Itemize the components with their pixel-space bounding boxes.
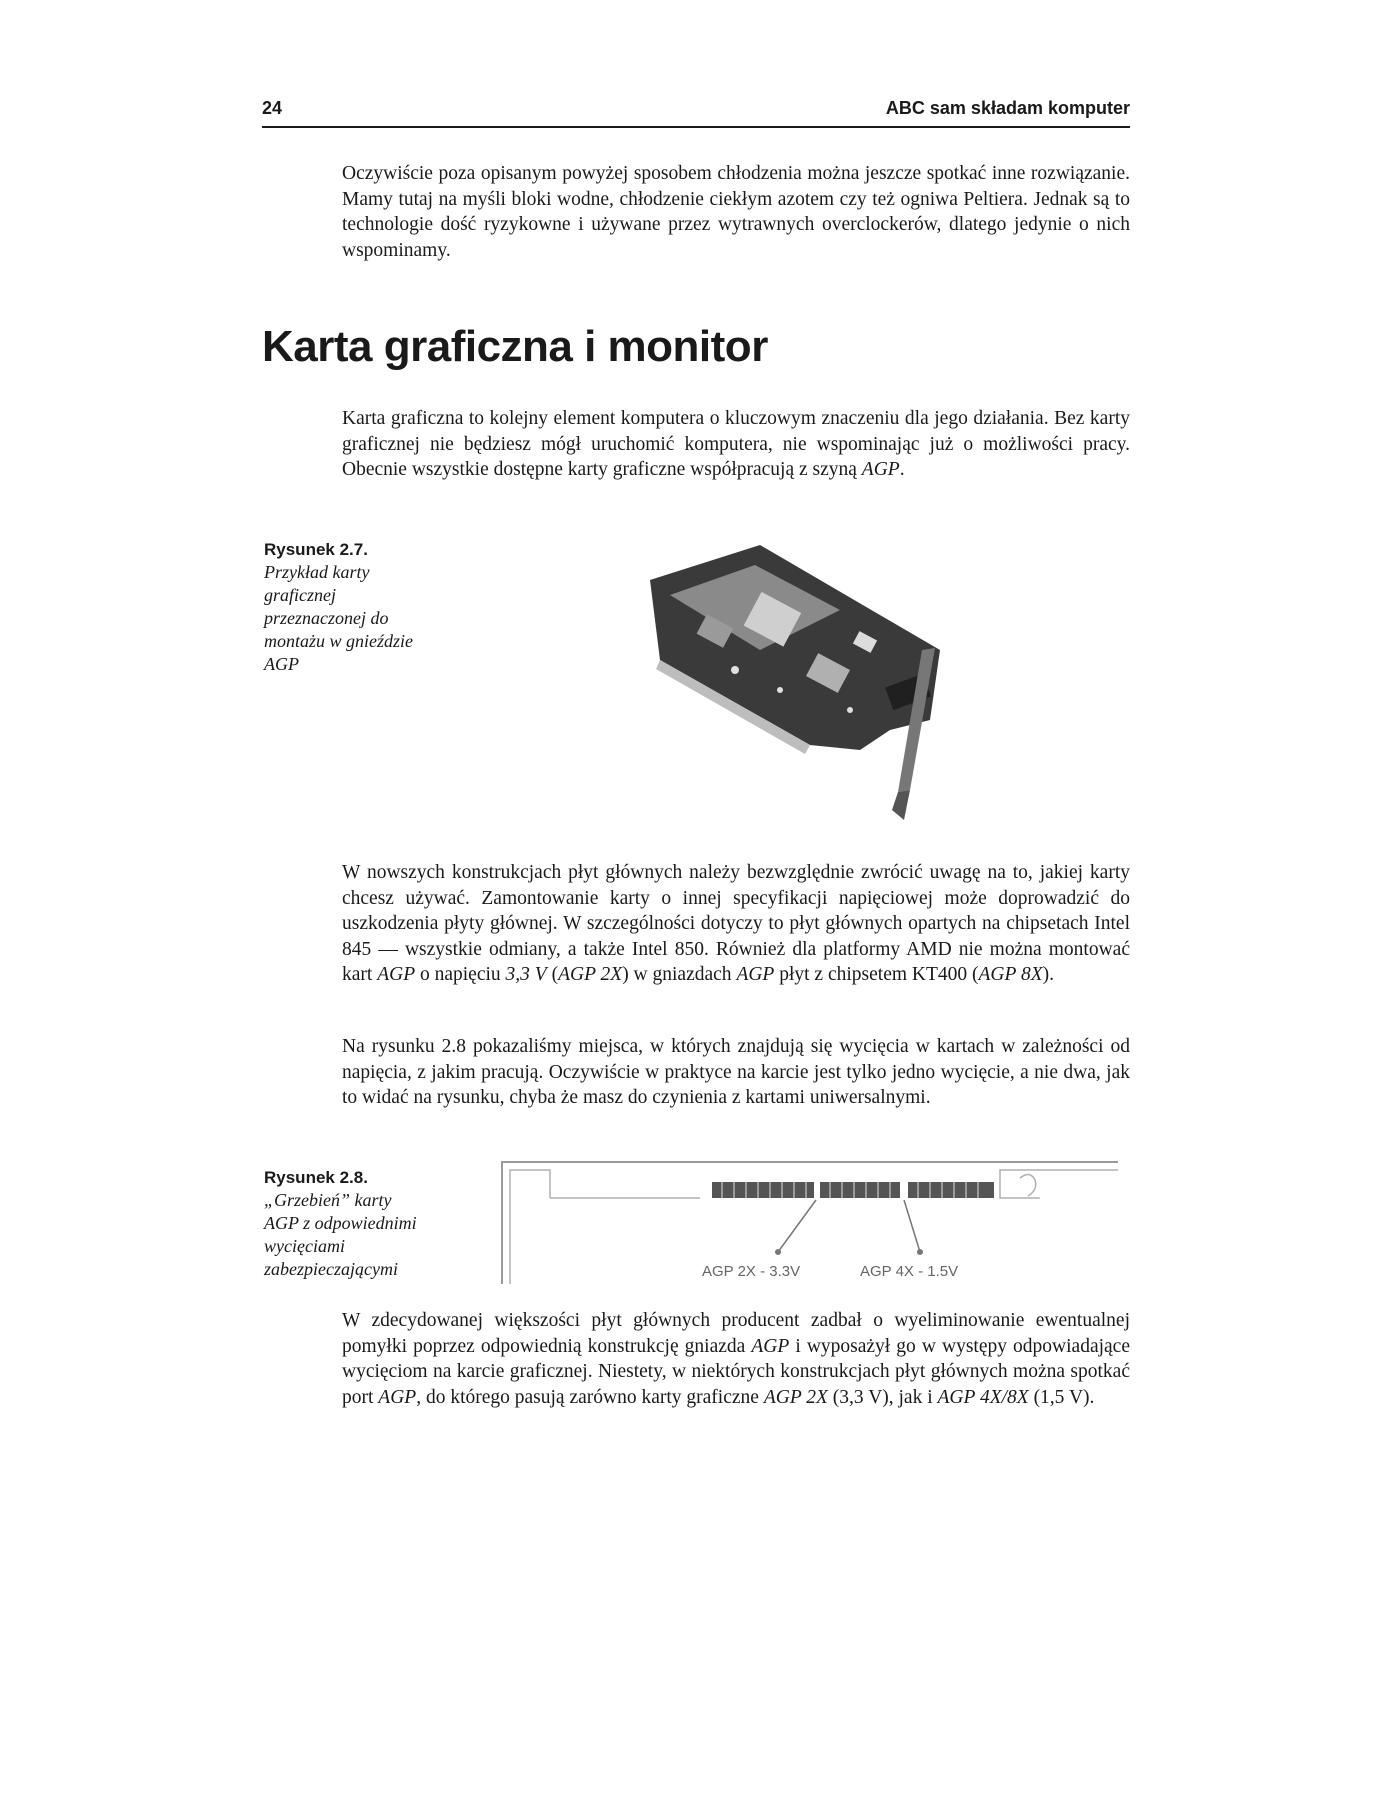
paragraph-cooling: Oczywiście poza opisanym powyżej sposobem chłodzenia można jeszcze spotkać inne rozwiązanie. Mamy tutaj na myśli bloki wodne, chłodzenie ciekłym azotem czy też ogniwa Peltiera. Jednak są to technologie dość ryzykowne i używane przez wytrawnych overclockerów, dlatego jedynie o nich wspominamy. [342, 163, 1130, 261]
page-header [262, 96, 1130, 128]
figure-caption-text: Przykład karty graficznej przeznaczonej do montażu w gnieździe AGP [264, 562, 414, 674]
book-title: ABC sam składam komputer [885, 98, 1130, 118]
agp-4x-label: AGP 4X - 1.5V [860, 1263, 959, 1280]
figure-label: Rysunek 2.7. [264, 540, 368, 559]
figure-caption-text: „Grzebień” karty AGP z odpowiednimi wycięciami zabezpieczającymi [264, 1190, 417, 1279]
agp-2x-label: AGP 2X - 3.3V [702, 1263, 801, 1280]
page-number: 24 [262, 98, 283, 118]
figure-caption-2-7 [264, 538, 424, 676]
graphics-card-image [640, 540, 960, 830]
figure-caption-2-8 [264, 1166, 424, 1281]
section-title: Karta graficzna i monitor [262, 322, 768, 371]
figure-label: Rysunek 2.8. [264, 1168, 368, 1187]
paragraph-voltage: W nowszych konstrukcjach płyt głównych należy bezwzględnie zwrócić uwagę na to, jakiej karty chcesz używać. Zamontowanie karty o innej specyfikacji napięciowej może doprowadzić do uszkodzenia płyty głównej. W szczególności dotyczy to płyt głównych opartych na chipsetach Intel 845 — wszystkie odmiany, a także Intel 850. Również dla platformy AMD nie można montować kart AGP o napięciu 3,3 V (AGP 2X) w gniazdach AGP płyt z chipsetem KT400 (AGP 8X). [342, 862, 1130, 985]
paragraph-intro: Karta graficzna to kolejny element komputera o kluczowym znaczeniu dla jego działania. Bez karty graficznej nie będziesz mógł uruchomić komputera, nie wspominając już o możliwości pracy. Obecnie wszystkie dostępne karty graficzne współpracują z szyną AGP. [342, 408, 1130, 480]
paragraph-figure-ref: Na rysunku 2.8 pokazaliśmy miejsca, w których znajdują się wycięcia w kartach w zależności od napięcia, z jakim pracują. Oczywiście w praktyce na karcie jest tylko jedno wycięcie, a nie dwa, jak to widać na rysunku, chyba że masz do czynienia z kartami uniwersalnymi. [342, 1036, 1130, 1108]
agp-edge-connector-diagram [500, 1158, 1120, 1284]
paragraph-slot-design: W zdecydowanej większości płyt głównych producent zadbał o wyeliminowanie ewentualnej pomyłki poprzez odpowiednią konstrukcję gniazda AGP i wyposażył go w występy odpowiadające wycięciom na karcie graficznej. Niestety, w niektórych konstrukcjach płyt głównych można spotkać port AGP, do którego pasują zarówno karty graficzne AGP 2X (3,3 V), jak i AGP 4X/8X (1,5 V). [342, 1310, 1130, 1408]
